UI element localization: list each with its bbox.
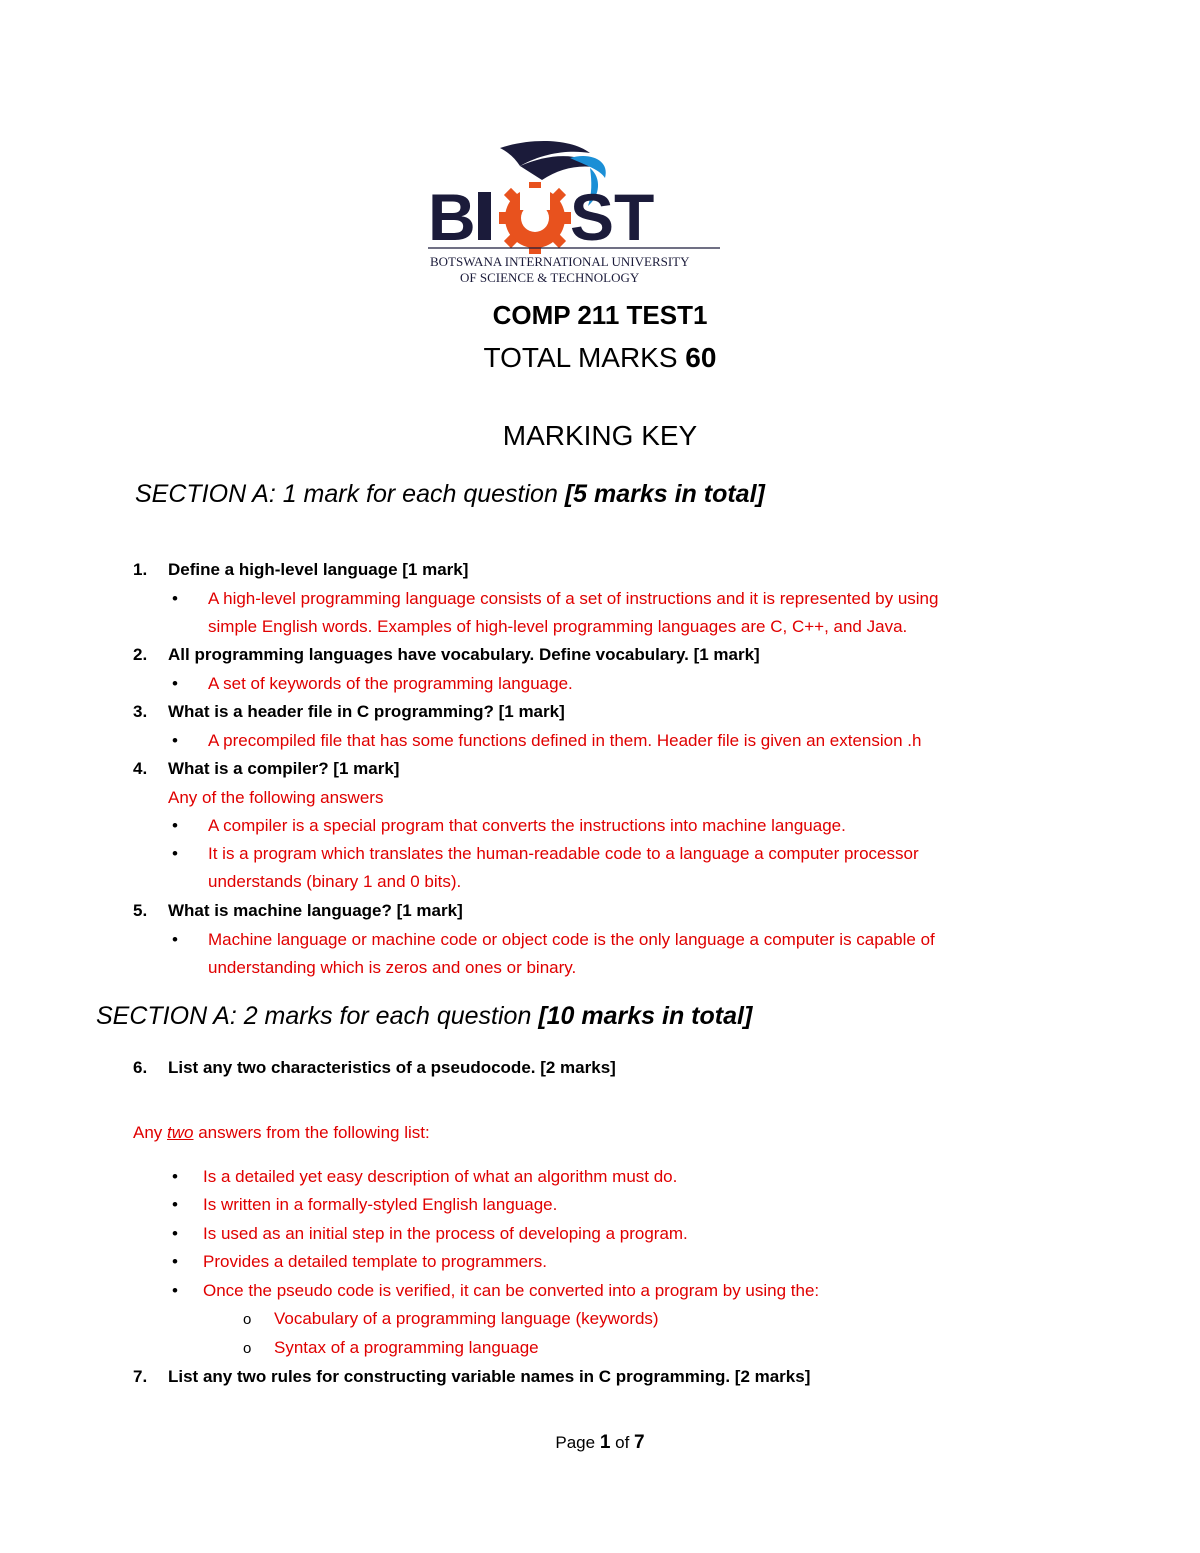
bullet-icon: •: [172, 816, 178, 835]
q1-text: Define a high-level language [1 mark]: [168, 560, 469, 579]
q4-answer1: A compiler is a special program that converts the instructions into machine language.: [208, 816, 846, 835]
footer-page-total: 7: [634, 1432, 645, 1453]
q2-number: 2.: [133, 645, 148, 664]
bullet-icon: •: [172, 1167, 178, 1186]
section-a1-total: [5 marks in total]: [564, 480, 765, 508]
sub-bullet-icon: o: [243, 1311, 252, 1328]
q3-answer: A precompiled file that has some functions defined in them. Header file is given an extension .h: [208, 731, 922, 750]
q6-subitem: Syntax of a programming language: [274, 1338, 539, 1357]
section-a2-heading: [96, 1002, 752, 1031]
marking-key-title: MARKING KEY: [502, 420, 698, 451]
q6-item: Is written in a formally-styled English language.: [203, 1195, 558, 1214]
bullet-icon: •: [172, 1224, 178, 1243]
q6-intro-post: answers from the following list:: [193, 1123, 430, 1142]
total-marks-value: 60: [685, 342, 717, 373]
q6-item: Once the pseudo code is verified, it can be converted into a program by using the:: [203, 1281, 820, 1300]
logo-line1: BOTSWANA INTERNATIONAL UNIVERSITY: [430, 254, 690, 269]
q1-number: 1.: [133, 560, 148, 579]
page-footer: [0, 1432, 1200, 1454]
bullet-icon: •: [172, 674, 178, 693]
svg-text:ST: ST: [570, 180, 655, 254]
footer-of-word: of: [615, 1433, 630, 1452]
q1-answer-line1: A high-level programming language consists of a set of instructions and it is represented by using: [208, 589, 939, 608]
q6-number: 6.: [133, 1058, 148, 1077]
bullet-icon: •: [172, 731, 178, 750]
sub-bullet-icon: o: [243, 1340, 252, 1357]
q6-intro: [133, 1119, 430, 1147]
footer-page-num: 1: [599, 1432, 611, 1453]
q2-text: All programming languages have vocabulary. Define vocabulary. [1 mark]: [168, 645, 760, 664]
logo-line2: OF SCIENCE & TECHNOLOGY: [460, 270, 640, 285]
q6-item: Is a detailed yet easy description of what an algorithm must do.: [203, 1167, 678, 1186]
q5-text: What is machine language? [1 mark]: [168, 901, 463, 920]
q6-item: Provides a detailed template to programmers.: [203, 1252, 547, 1271]
q1-answer-line2: simple English words. Examples of high-level programming languages are C, C++, and Java.: [208, 617, 908, 636]
section-a2-title: SECTION A: 2 marks for each question: [96, 1002, 539, 1030]
biust-logo: [420, 138, 730, 288]
q4-intro: Any of the following answers: [168, 788, 384, 807]
bullet-icon: •: [172, 930, 178, 949]
q3-number: 3.: [133, 702, 148, 721]
total-marks-label: TOTAL MARKS: [483, 342, 678, 373]
section-a1-heading: [135, 480, 765, 509]
course-title: COMP 211 TEST1: [492, 300, 708, 330]
q5-answer-line1: Machine language or machine code or object code is the only language a computer is capable of: [208, 930, 935, 949]
q4-answer2-line1: It is a program which translates the human-readable code to a language a computer processor: [208, 844, 919, 863]
footer-page-word: Page: [555, 1433, 596, 1452]
bullet-icon: •: [172, 1252, 178, 1271]
q6-item: Is used as an initial step in the process of developing a program.: [203, 1224, 688, 1243]
q5-number: 5.: [133, 901, 148, 920]
q4-answer2-line2: understands (binary 1 and 0 bits).: [208, 872, 462, 891]
bullet-icon: •: [172, 1281, 178, 1300]
q7-number: 7.: [133, 1367, 148, 1386]
total-marks: [0, 342, 1200, 374]
bullet-icon: •: [172, 1195, 178, 1214]
bullet-icon: •: [172, 844, 178, 863]
q4-number: 4.: [133, 759, 148, 778]
bullet-icon: •: [172, 589, 178, 608]
section-a1-title: SECTION A: 1 mark for each question: [135, 480, 565, 508]
q4-text: What is a compiler? [1 mark]: [168, 759, 400, 778]
q6-intro-em: two: [167, 1123, 194, 1142]
section-a2-total: [10 marks in total]: [538, 1002, 753, 1030]
q2-answer: A set of keywords of the programming language.: [208, 674, 573, 693]
q7-text: List any two rules for constructing variable names in C programming. [2 marks]: [168, 1367, 811, 1386]
q5-answer-line2: understanding which is zeros and ones or binary.: [208, 958, 577, 977]
q6-subitem: Vocabulary of a programming language (keywords): [274, 1309, 659, 1328]
q6-text: List any two characteristics of a pseudocode. [2 marks]: [168, 1058, 616, 1077]
q6-intro-pre: Any: [133, 1123, 168, 1142]
q3-text: What is a header file in C programming? [1 mark]: [168, 702, 565, 721]
svg-text:B: B: [428, 180, 476, 254]
